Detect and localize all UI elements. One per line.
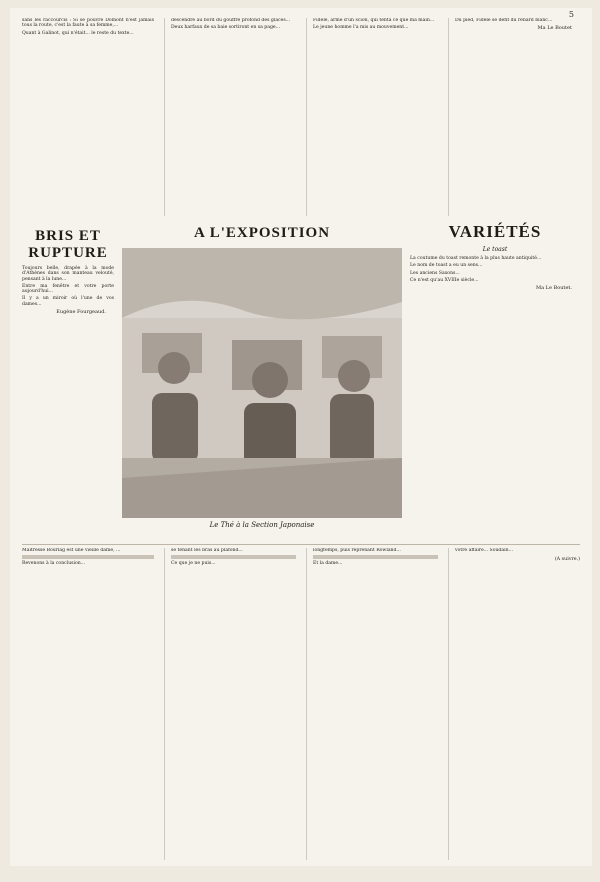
bottom-column-2-separator [171,555,296,559]
photo-caption: Le Thé à la Section Japonaise [209,521,315,529]
top-column-4 [448,18,580,216]
top-column-2-paragraph-1: descendre au bord du gouffre profond des glaces... [171,18,291,23]
left-article-paragraph-1: Toujours belle, drapée à la mode d'Athènes dans son manteau velouté, pensant à la lune... [22,266,114,282]
top-column-2 [164,18,296,216]
top-column-3 [306,18,438,216]
photo-illustration-svg [122,248,402,518]
right-article-paragraph-1: La coutume du toast remonte à la plus haute antiquité... [410,256,542,261]
bottom-column-1-paragraph-2: Revenons à la conclusion... [22,561,86,567]
bottom-column-3-paragraph-2: Et la dame... [313,561,343,567]
bottom-separator [22,544,580,545]
bottom-column-3-paragraph-1: longtemps, puis reprenant Rowland... [313,548,401,553]
bottom-column-4 [448,548,580,860]
top-column-1-paragraph-1: sans les raccourcis : Si se pouvre Domont n'est jamais tous la route, c'est la faute à sa femme,... [22,18,154,29]
right-article-subtitle: Le toast [482,246,508,253]
left-article-title: BRIS ET RUPTURE [28,228,108,261]
bottom-columns [22,548,580,860]
right-article-paragraph-4: Ce n'est qu'au XVIIIe siècle... [410,277,479,283]
right-article-paragraph-3: Les anciens Saxons... [410,270,460,276]
exposition-banner: A L'EXPOSITION [193,225,331,241]
bottom-column-1-separator [22,555,154,559]
top-column-3-paragraph-2: Le jeune homme l'a mis au mouvement... [313,25,409,31]
exposition-photo [122,248,402,518]
top-column-1-paragraph-2: Quant à Galinot, qui n'était... le reste du texte... [22,30,134,36]
top-column-4-paragraph-1: Du pied, Fidèle se défit du renard blanc... [455,18,553,23]
bottom-column-2-paragraph-2: Ce que je ne puis... [171,561,216,567]
top-column-3-paragraph-1: Fidèle, armé d'un scion, qui tenta ce que ma main... [313,18,435,23]
bottom-column-3-separator [313,555,438,559]
newspaper-page [10,8,592,866]
right-article [410,218,580,548]
bottom-column-2 [164,548,296,860]
bottom-column-3 [306,548,438,860]
bottom-column-1-paragraph-1: Maîtresse Bourlag est une vieille dame, ... [22,548,121,553]
left-article-signature: Eugène Fourgeaud. [56,308,106,315]
bottom-column-1 [22,548,154,860]
left-article-paragraph-2: Entre ma fenêtre et votre porte aujourd'hui... [22,283,114,295]
top-column-1 [22,18,154,216]
top-columns [22,18,580,216]
bottom-column-4-foot: (A suivre.) [554,557,580,563]
top-column-2-paragraph-2: Deux harfaux de sa baie sortiront en sa page... [171,25,281,31]
right-article-paragraph-2: Le nom de toast a eu un sens... [410,263,483,269]
right-article-signature: Ma Le Boutet. [535,285,572,292]
top-column-4-signature: Ma Le Boutet [537,25,572,32]
left-article [22,218,114,548]
left-article-paragraph-3: Il y a un miroir où l'une de vos dames... [22,296,114,307]
page-number: 5 [568,10,574,19]
bottom-column-4-paragraph-1: votre affaire... Soudain... [455,548,513,553]
bottom-column-2-paragraph-1: se tenant les bras au plafond... [171,548,243,553]
right-article-title: VARIÉTÉS [448,222,542,241]
